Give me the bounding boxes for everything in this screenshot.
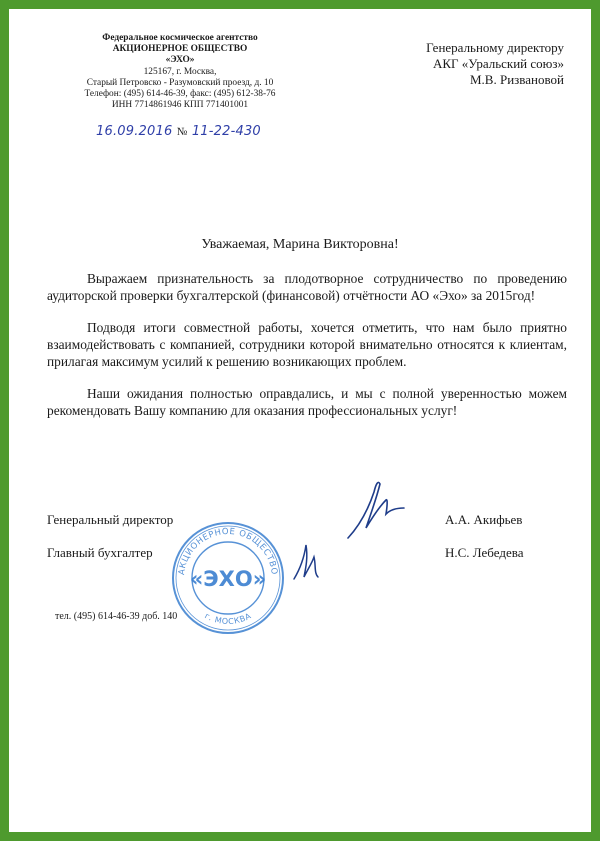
- signature-director: [340, 470, 420, 550]
- registration-number: 11-22-430: [191, 124, 261, 139]
- recipient-line3: М.В. Ризвановой: [469, 72, 564, 87]
- sender-address-line1: 125167, г. Москва,: [143, 66, 217, 77]
- letter-paragraph-3: Наши ожидания полностью оправдались, и мы с полной уверенностью можем рекомендовать Вашу компанию для оказания профессиональных услуг!: [47, 386, 567, 418]
- stamp-center-text: «ЭХО»: [189, 567, 267, 591]
- registration-number-sign: №: [176, 126, 188, 138]
- recipient-line1: Генеральному директору: [426, 40, 564, 55]
- stamp-ring-top: АКЦИОНЕРНОЕ ОБЩЕСТВО: [177, 526, 279, 576]
- signatory-name: А.А. Акифьев: [445, 512, 523, 527]
- recipient-line2: АКГ «Уральский союз»: [432, 56, 564, 71]
- sender-address-line2: Старый Петровско - Разумовский проезд, д. 10: [86, 77, 274, 88]
- registration-date: 16.09.2016: [96, 124, 173, 139]
- stamp-ring-bottom: г. МОСКВА: [203, 611, 253, 627]
- sender-name: «ЭХО»: [165, 55, 195, 66]
- letter-paragraph-2: Подводя итоги совместной работы, хочется отметить, что нам было приятно взаимодействовать с компанией, сотрудники которой внимательно относятся к клиентам, прилагая максимум усилий к решению возникающих проблем.: [47, 320, 567, 369]
- letter-paragraph-1: Выражаем признательность за плодотворное сотрудничество по проведению аудиторской проверки бухгалтерской (финансовой) отчётности АО «Эхо» за 2015год!: [47, 271, 567, 303]
- letter-body: [47, 270, 567, 434]
- sender-letterhead: [60, 33, 300, 111]
- signatory-name: Н.С. Лебедева: [445, 545, 524, 560]
- contact-phone: тел. (495) 614-46-39 доб. 140: [55, 611, 178, 622]
- signatory-title: Генеральный директор: [47, 512, 174, 527]
- sender-tax-ids: ИНН 7714861946 КПП 771401001: [111, 100, 249, 111]
- sender-company: АКЦИОНЕРНОЕ ОБЩЕСТВО: [112, 44, 248, 55]
- registration-line: [96, 124, 261, 139]
- signatory-title: Главный бухгалтер: [47, 545, 153, 560]
- signature-accountant: [288, 535, 328, 585]
- company-stamp: [170, 520, 286, 636]
- recipient-block: [364, 40, 564, 88]
- sender-phones: Телефон: (495) 614-46-39, факс: (495) 612-38-76: [84, 89, 276, 100]
- sender-agency: Федеральное космическое агентство: [102, 33, 258, 43]
- salutation: Уважаемая, Марина Викторовна!: [201, 237, 399, 252]
